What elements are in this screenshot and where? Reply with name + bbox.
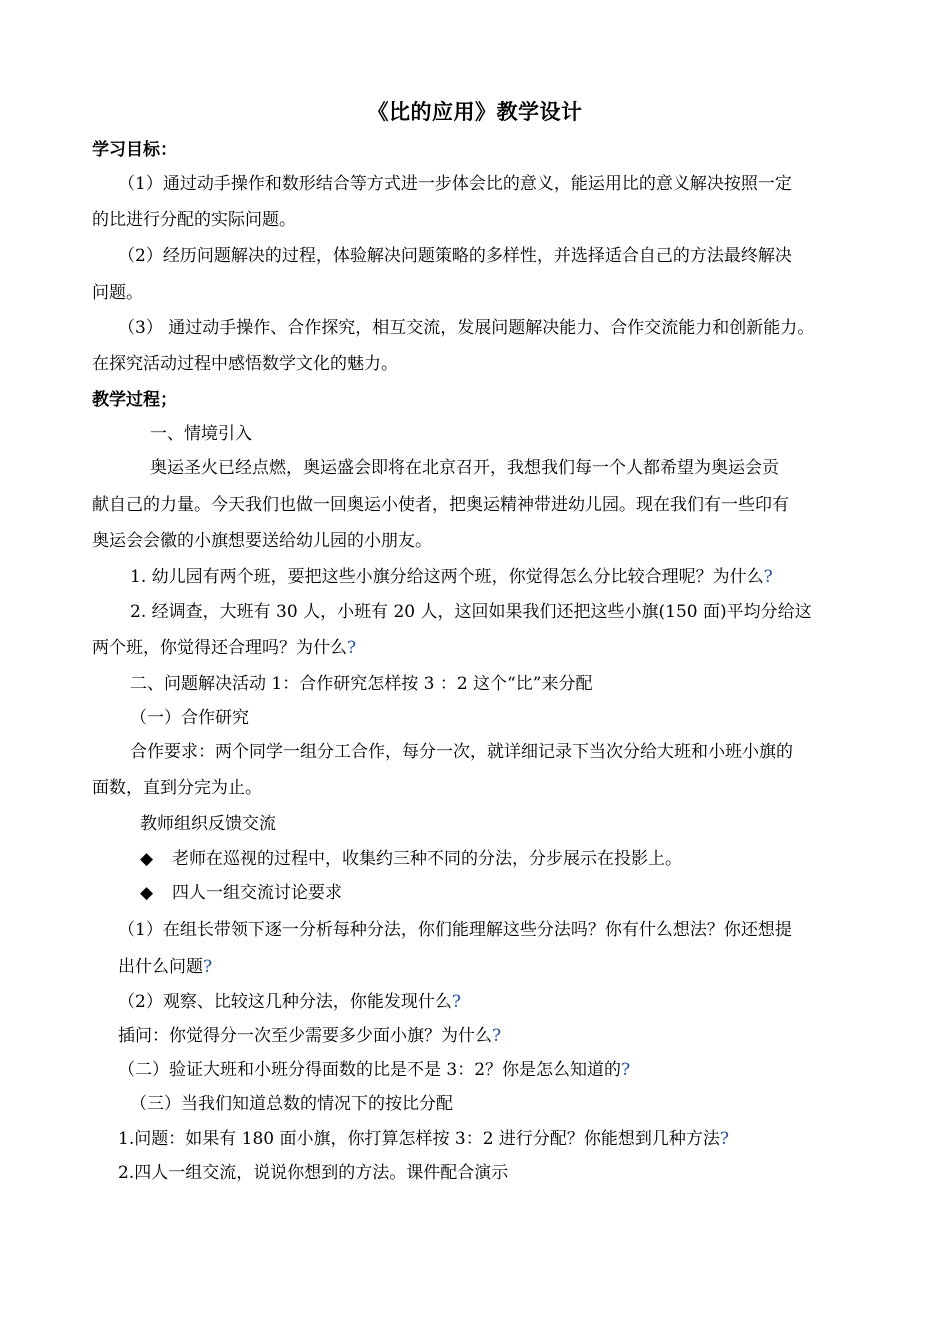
- bullet-item-1: [140, 847, 682, 871]
- intro-line-3: 奥运会会徽的小旗想要送给幼儿园的小朋友。: [92, 531, 432, 551]
- discussion-1-text: 出什么问题: [118, 957, 203, 977]
- question-2-line-1: 2. 经调查，大班有 30 人，小班有 20 人，这回如果我们还把这些小旗(150 面)平均分给这: [130, 602, 812, 622]
- question-mark: ?: [719, 1129, 730, 1149]
- question-mark: ?: [763, 567, 773, 587]
- problem-2: 2.四人一组交流，说说你想到的方法。课件配合演示: [118, 1163, 509, 1183]
- question-mark: ?: [347, 638, 357, 658]
- requirement-line-2: 面数，直到分完为止。: [92, 778, 262, 798]
- discussion-2-text: （2）观察、比较这几种分法，你能发现什么: [118, 992, 452, 1012]
- question-mark: ?: [492, 1026, 502, 1046]
- subsection-2-heading: [118, 1058, 630, 1082]
- discussion-1-line-2: [118, 955, 212, 979]
- discussion-1-line-1: （1）在组长带领下逐一分析每种分法，你们能理解这些分法吗？你有什么想法？你还想提: [118, 920, 792, 940]
- question-mark: ?: [203, 957, 213, 977]
- question-2-line-2: [92, 636, 356, 660]
- diamond-bullet-icon: ◆: [140, 883, 154, 903]
- document-title: 《比的应用》教学设计: [367, 100, 583, 124]
- question-mark: ?: [451, 992, 461, 1012]
- interjection: [118, 1024, 501, 1048]
- process-heading: 教学过程；: [92, 390, 177, 410]
- goal-1-line-2: 的比进行分配的实际问题。: [92, 210, 296, 230]
- subsection-3-heading: （三）当我们知道总数的情况下的按比分配: [130, 1094, 453, 1114]
- goal-3-line-2: 在探究活动过程中感悟数学文化的魅力。: [92, 354, 398, 374]
- bullet-item-2-text: 四人一组交流讨论要求: [172, 883, 342, 903]
- bullet-item-2: [140, 881, 342, 905]
- diamond-bullet-icon: ◆: [140, 849, 154, 869]
- intro-line-1: 奥运圣火已经点燃，奥运盛会即将在北京召开，我想我们每一个人都希望为奥运会贡: [150, 458, 779, 478]
- subsection-1-heading: （一）合作研究: [130, 708, 249, 728]
- question-1: [130, 565, 773, 589]
- interjection-text: 插问：你觉得分一次至少需要多少面小旗？为什么: [118, 1026, 492, 1046]
- requirement-line-1: 合作要求：两个同学一组分工合作，每分一次，就详细记录下当次分给大班和小班小旗的: [130, 742, 793, 762]
- section-2-heading: 二、问题解决活动 1：合作研究怎样按 3 ：2 这个“比”来分配: [130, 674, 593, 694]
- problem-1-text: 1.问题：如果有 180 面小旗，你打算怎样按 3：2 进行分配？你能想到几种方法: [118, 1129, 720, 1149]
- question-1-text: 1. 幼儿园有两个班，要把这些小旗分给这两个班，你觉得怎么分比较合理呢？为什么: [130, 567, 764, 587]
- section-1-heading: 一、情境引入: [150, 424, 252, 444]
- teacher-feedback: 教师组织反馈交流: [140, 814, 276, 834]
- question-2-text: 两个班，你觉得还合理吗？为什么: [92, 638, 347, 658]
- goal-2-line-1: （2）经历问题解决的过程，体验解决问题策略的多样性，并选择适合自己的方法最终解决: [118, 246, 792, 266]
- goal-1-line-1: （1）通过动手操作和数形结合等方式进一步体会比的意义，能运用比的意义解决按照一定: [118, 174, 792, 194]
- goal-2-line-2: 问题。: [92, 283, 143, 303]
- question-mark: ?: [621, 1060, 631, 1080]
- intro-line-2: 献自己的力量。今天我们也做一回奥运小使者，把奥运精神带进幼儿园。现在我们有一些印有: [92, 495, 789, 515]
- discussion-2: [118, 990, 461, 1014]
- subsection-2-text: （二）验证大班和小班分得面数的比是不是 3：2？你是怎么知道的: [118, 1060, 622, 1080]
- goal-3-line-1: （3） 通过动手操作、合作探究，相互交流，发展问题解决能力、合作交流能力和创新能力。: [118, 318, 815, 338]
- bullet-item-1-text: 老师在巡视的过程中，收集约三种不同的分法，分步展示在投影上。: [172, 849, 682, 869]
- problem-1: [118, 1127, 729, 1151]
- goals-heading: 学习目标：: [92, 140, 177, 160]
